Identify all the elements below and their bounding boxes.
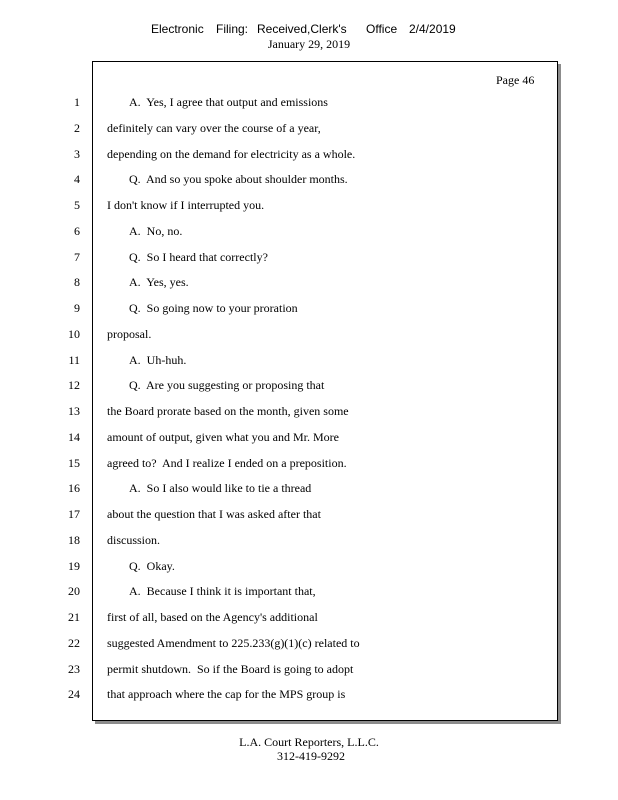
line-number: 5 [74, 198, 80, 212]
line-number: 11 [68, 353, 80, 367]
transcript-line: amount of output, given what you and Mr. More [107, 430, 339, 444]
transcript-line: A. No, no. [129, 224, 183, 238]
office-label: Office [366, 22, 398, 36]
filing-word: Filing: [216, 22, 249, 36]
line-number: 12 [68, 378, 80, 392]
transcript-line: proposal. [107, 327, 152, 341]
footer-company: L.A. Court Reporters, L.L.C. [239, 735, 379, 749]
transcript-line: Q. Are you suggesting or proposing that [129, 378, 325, 392]
transcript-line: A. Yes, I agree that output and emissions [129, 95, 328, 109]
line-number: 22 [68, 636, 80, 650]
line-number: 9 [74, 301, 80, 315]
transcript-line: definitely can vary over the course of a year, [107, 121, 321, 135]
transcript-line: permit shutdown. So if the Board is going to adopt [107, 662, 354, 676]
line-number: 10 [68, 327, 80, 341]
transcript-line: depending on the demand for electricity as a whole. [107, 147, 356, 161]
line-number: 17 [68, 507, 80, 521]
transcript-line: I don't know if I interrupted you. [107, 198, 265, 212]
line-number: 14 [68, 430, 80, 444]
transcript-line: discussion. [107, 533, 161, 547]
line-number: 4 [74, 172, 80, 186]
transcript-line: Q. So I heard that correctly? [129, 250, 268, 264]
filing-date: 2/4/2019 [409, 22, 456, 36]
transcript-line: A. Uh-huh. [129, 353, 187, 367]
line-number: 6 [74, 224, 80, 238]
transcript-line: A. So I also would like to tie a thread [129, 481, 312, 495]
line-number: 23 [68, 662, 80, 676]
transcript-line: Q. Okay. [129, 559, 175, 573]
line-number: 18 [68, 533, 80, 547]
transcript-line: the Board prorate based on the month, given some [107, 404, 349, 418]
transcript-line: Q. So going now to your proration [129, 301, 298, 315]
transcript-line: suggested Amendment to 225.233(g)(1)(c) related to [107, 636, 360, 650]
transcript-line: about the question that I was asked after that [107, 507, 321, 521]
line-number: 24 [68, 687, 80, 701]
transcript-line: Q. And so you spoke about shoulder months. [129, 172, 348, 186]
filing-label: Electronic [151, 22, 204, 36]
line-number: 8 [74, 275, 80, 289]
received-clerk: Received,Clerk's [257, 22, 347, 36]
page-number: Page 46 [496, 73, 535, 87]
line-number: 19 [68, 559, 80, 573]
transcript-line: that approach where the cap for the MPS group is [107, 687, 346, 701]
transcript-line: A. Yes, yes. [129, 275, 189, 289]
transcript-line: first of all, based on the Agency's additional [107, 610, 318, 624]
transcript-date: January 29, 2019 [267, 37, 351, 51]
line-number: 2 [74, 121, 80, 135]
line-number: 3 [74, 147, 80, 161]
line-number: 20 [68, 584, 80, 598]
transcript-line: agreed to? And I realize I ended on a preposition. [107, 456, 347, 470]
line-number: 16 [68, 481, 80, 495]
line-number: 21 [68, 610, 80, 624]
line-number: 1 [74, 95, 80, 109]
line-number: 7 [74, 250, 80, 264]
transcript-line: A. Because I think it is important that, [129, 584, 316, 598]
line-number: 13 [68, 404, 80, 418]
line-number: 15 [68, 456, 80, 470]
footer-phone: 312-419-9292 [277, 749, 345, 763]
